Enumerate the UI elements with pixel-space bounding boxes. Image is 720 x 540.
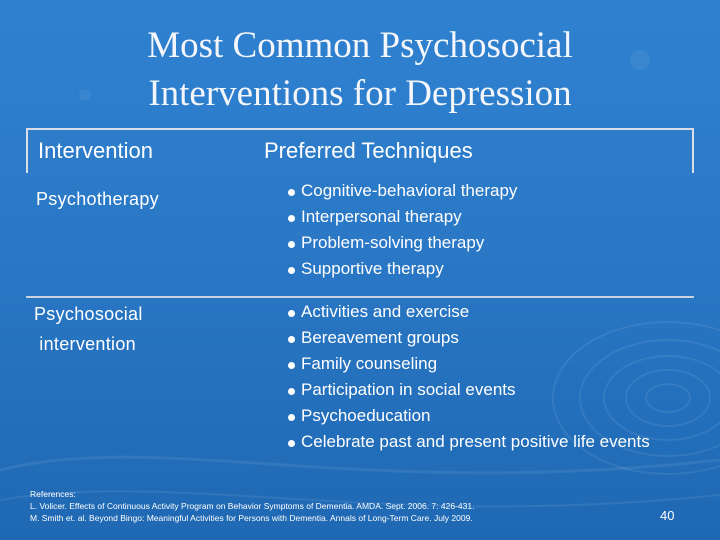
- row-divider: [26, 296, 694, 298]
- slide-title-line-2: Interventions for Depression: [148, 73, 572, 114]
- technique-text: Bereavement groups: [301, 328, 459, 347]
- list-item: [288, 429, 650, 455]
- technique-text: Participation in social events: [301, 380, 516, 399]
- slide-title: [0, 22, 720, 118]
- technique-text: Activities and exercise: [301, 302, 470, 321]
- table-top-border: [26, 128, 694, 130]
- header-preferred-techniques: Preferred Techniques: [264, 138, 473, 163]
- references-heading: References:: [30, 489, 76, 499]
- list-item: [288, 204, 517, 230]
- technique-list-psychotherapy: [288, 178, 517, 282]
- technique-list-psychosocial: [288, 299, 650, 455]
- list-item: [288, 178, 517, 204]
- bullet-icon: [288, 310, 295, 317]
- row-label-line: Psychotherapy: [36, 189, 159, 209]
- list-item: [288, 230, 517, 256]
- bullet-icon: [288, 388, 295, 395]
- header-intervention: Intervention: [38, 138, 153, 163]
- row-label-line: Psychosocial: [34, 304, 143, 324]
- bullet-icon: [288, 336, 295, 343]
- list-item: [288, 325, 650, 351]
- row-label-line: intervention: [34, 334, 136, 354]
- bullet-icon: [288, 440, 295, 447]
- bullet-icon: [288, 241, 295, 248]
- bullet-icon: [288, 215, 295, 222]
- list-item: [288, 403, 650, 429]
- references: [30, 488, 474, 524]
- bullet-icon: [288, 267, 295, 274]
- slide-title-line-1: Most Common Psychosocial: [147, 25, 573, 66]
- reference-item: L. Volicer. Effects of Continuous Activity Program on Behavior Symptoms of Dementia. AMDA. Sept. 2006. 7: 426-431.: [30, 501, 475, 511]
- reference-item: M. Smith et. al. Beyond Bingo: Meaningful Activities for Persons with Dementia. Annals of Long-Term Care. July 2009.: [30, 513, 473, 523]
- bullet-icon: [288, 414, 295, 421]
- row-label-psychosocial-intervention: [34, 299, 143, 359]
- technique-text: Supportive therapy: [301, 259, 444, 278]
- bullet-icon: [288, 362, 295, 369]
- technique-text: Family counseling: [301, 354, 438, 373]
- row-label-psychotherapy: [36, 184, 159, 214]
- list-item: [288, 377, 650, 403]
- technique-text: Problem-solving therapy: [301, 233, 485, 252]
- bullet-icon: [288, 189, 295, 196]
- table-left-border: [26, 128, 28, 173]
- interventions-table: [26, 128, 694, 458]
- technique-text: Celebrate past and present positive life events: [301, 432, 650, 451]
- list-item: [288, 256, 517, 282]
- slide-number: 40: [660, 508, 675, 523]
- technique-text: Psychoeducation: [301, 406, 431, 425]
- table-right-border: [692, 128, 694, 173]
- technique-text: Interpersonal therapy: [301, 207, 462, 226]
- technique-text: Cognitive-behavioral therapy: [301, 181, 518, 200]
- list-item: [288, 351, 650, 377]
- list-item: [288, 299, 650, 325]
